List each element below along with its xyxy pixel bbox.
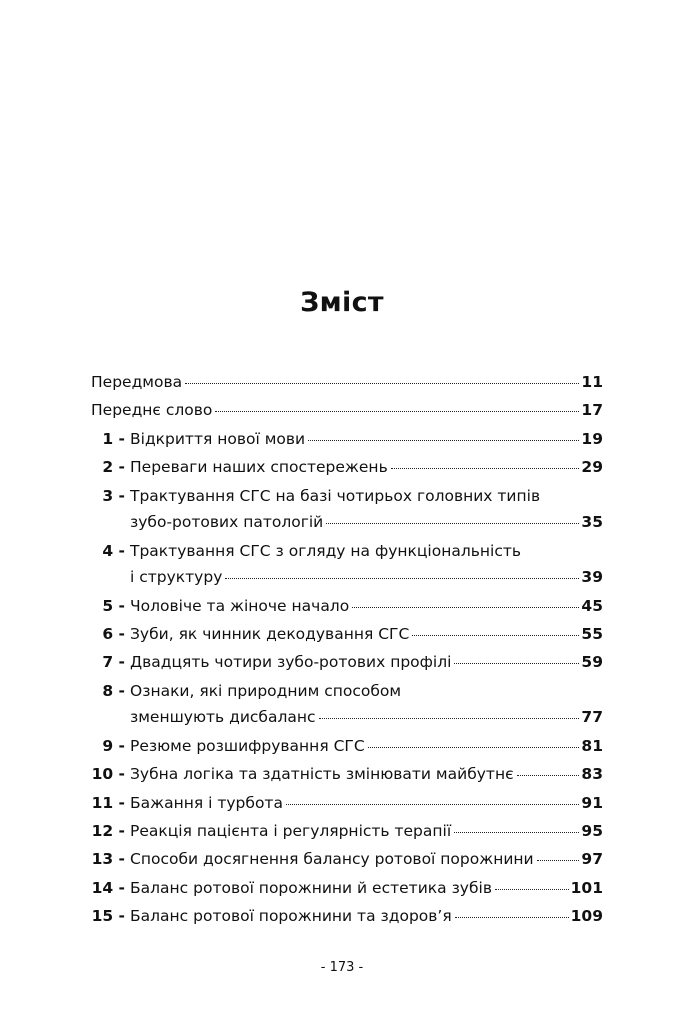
chapter-number: 8 - [102,681,125,700]
chapter-number: 9 - [102,736,125,755]
chapter-title-line-2: і структуру [130,567,223,586]
dot-leader [391,468,580,469]
toc-entry-chapter-3 [91,486,603,532]
chapter-title: Чоловіче та жіноче начало [130,596,350,615]
dot-leader [225,578,579,579]
chapter-title: Двадцять чотири зубо-ротових профілі [130,653,452,672]
page-title: Зміст [300,287,384,318]
chapter-number: 14 - [91,878,125,897]
chapter-title-line-1: Трактування СГС на базі чотирьох головних типів [130,486,541,505]
dot-leader [537,860,580,861]
chapter-title: Баланс ротової порожнини та здоров’я [130,907,452,926]
chapter-number: 4 - [102,541,125,560]
dot-leader [368,747,580,748]
chapter-title-line-1: Ознаки, які природним способом [130,681,402,700]
chapter-number: 1 - [102,429,125,448]
chapter-number: 6 - [102,624,125,643]
chapter-number: 3 - [102,486,125,505]
chapter-title: Резюме розшифрування СГС [130,736,365,755]
toc-entry-chapter-6 [91,624,603,644]
chapter-page: 39 [581,567,603,586]
chapter-number: 12 - [91,821,125,840]
toc-entry-chapter-10 [91,764,603,784]
chapter-page: 109 [570,907,603,926]
dot-leader [308,440,579,441]
toc-entry-chapter-4 [91,541,603,587]
chapter-page: 45 [581,596,603,615]
table-of-contents [91,372,603,934]
chapter-page: 77 [581,707,603,726]
chapter-page: 55 [581,624,603,643]
chapter-page: 59 [581,653,603,672]
toc-entry-chapter-15 [91,906,603,926]
chapter-page: 97 [581,850,603,869]
dot-leader [454,663,579,664]
dot-leader [454,832,579,833]
chapter-number: 11 - [91,793,125,812]
chapter-page: 83 [581,765,603,784]
toc-entry-chapter-14 [91,878,603,898]
chapter-number: 10 - [91,765,125,784]
chapter-title: Зубна логіка та здатність змінювати майбутнє [130,765,514,784]
toc-entry-page: 11 [581,373,603,391]
dot-leader [185,383,579,384]
chapter-page: 81 [581,736,603,755]
toc-entry-label: Переднє слово [91,401,213,420]
chapter-page: 29 [581,458,603,477]
toc-entry-chapter-5 [91,596,603,616]
chapter-page: 35 [581,512,603,531]
dot-leader [352,607,579,608]
chapter-title-line-2: зубо-ротових патологій [130,512,324,531]
chapter-number: 2 - [102,458,125,477]
toc-entry-page: 17 [581,401,603,420]
toc-entry-preface [91,372,603,392]
dot-leader [517,775,580,776]
chapter-title: Відкриття нової мови [130,429,306,448]
dot-leader [286,804,579,805]
chapter-page: 91 [581,793,603,812]
toc-entry-chapter-13 [91,849,603,869]
chapter-title-line-2: зменшують дисбаланс [130,707,316,726]
chapter-number: 5 - [102,596,125,615]
toc-entry-chapter-9 [91,736,603,756]
toc-entry-chapter-7 [91,652,603,672]
toc-entry-chapter-8 [91,681,603,727]
dot-leader [455,917,569,918]
toc-entry-chapter-12 [91,821,603,841]
toc-entry-chapter-2 [91,457,603,477]
chapter-number: 7 - [102,653,125,672]
chapter-number: 13 - [91,850,125,869]
chapter-page: 19 [581,429,603,448]
dot-leader [215,411,579,412]
chapter-title: Баланс ротової порожнини й естетика зубів [130,878,492,897]
toc-entry-chapter-11 [91,793,603,813]
chapter-title: Переваги наших спостережень [130,458,388,477]
chapter-title: Способи досягнення балансу ротової порожнини [130,850,534,869]
chapter-title: Реакція пацієнта і регулярність терапії [130,821,452,840]
dot-leader [495,889,569,890]
chapter-number: 15 - [91,907,125,926]
page-number: - 173 - [320,960,364,975]
chapter-page: 101 [570,878,603,897]
toc-entry-chapter-1 [91,429,603,449]
dot-leader [326,523,579,524]
dot-leader [319,718,580,719]
toc-entry-label: Передмова [91,373,183,391]
chapter-title: Бажання і турбота [130,793,283,812]
chapter-title-line-1: Трактування СГС з огляду на функціональність [130,541,522,560]
chapter-title: Зуби, як чинник декодування СГС [130,624,410,643]
dot-leader [412,635,579,636]
toc-entry-foreword [91,400,603,420]
chapter-page: 95 [581,821,603,840]
